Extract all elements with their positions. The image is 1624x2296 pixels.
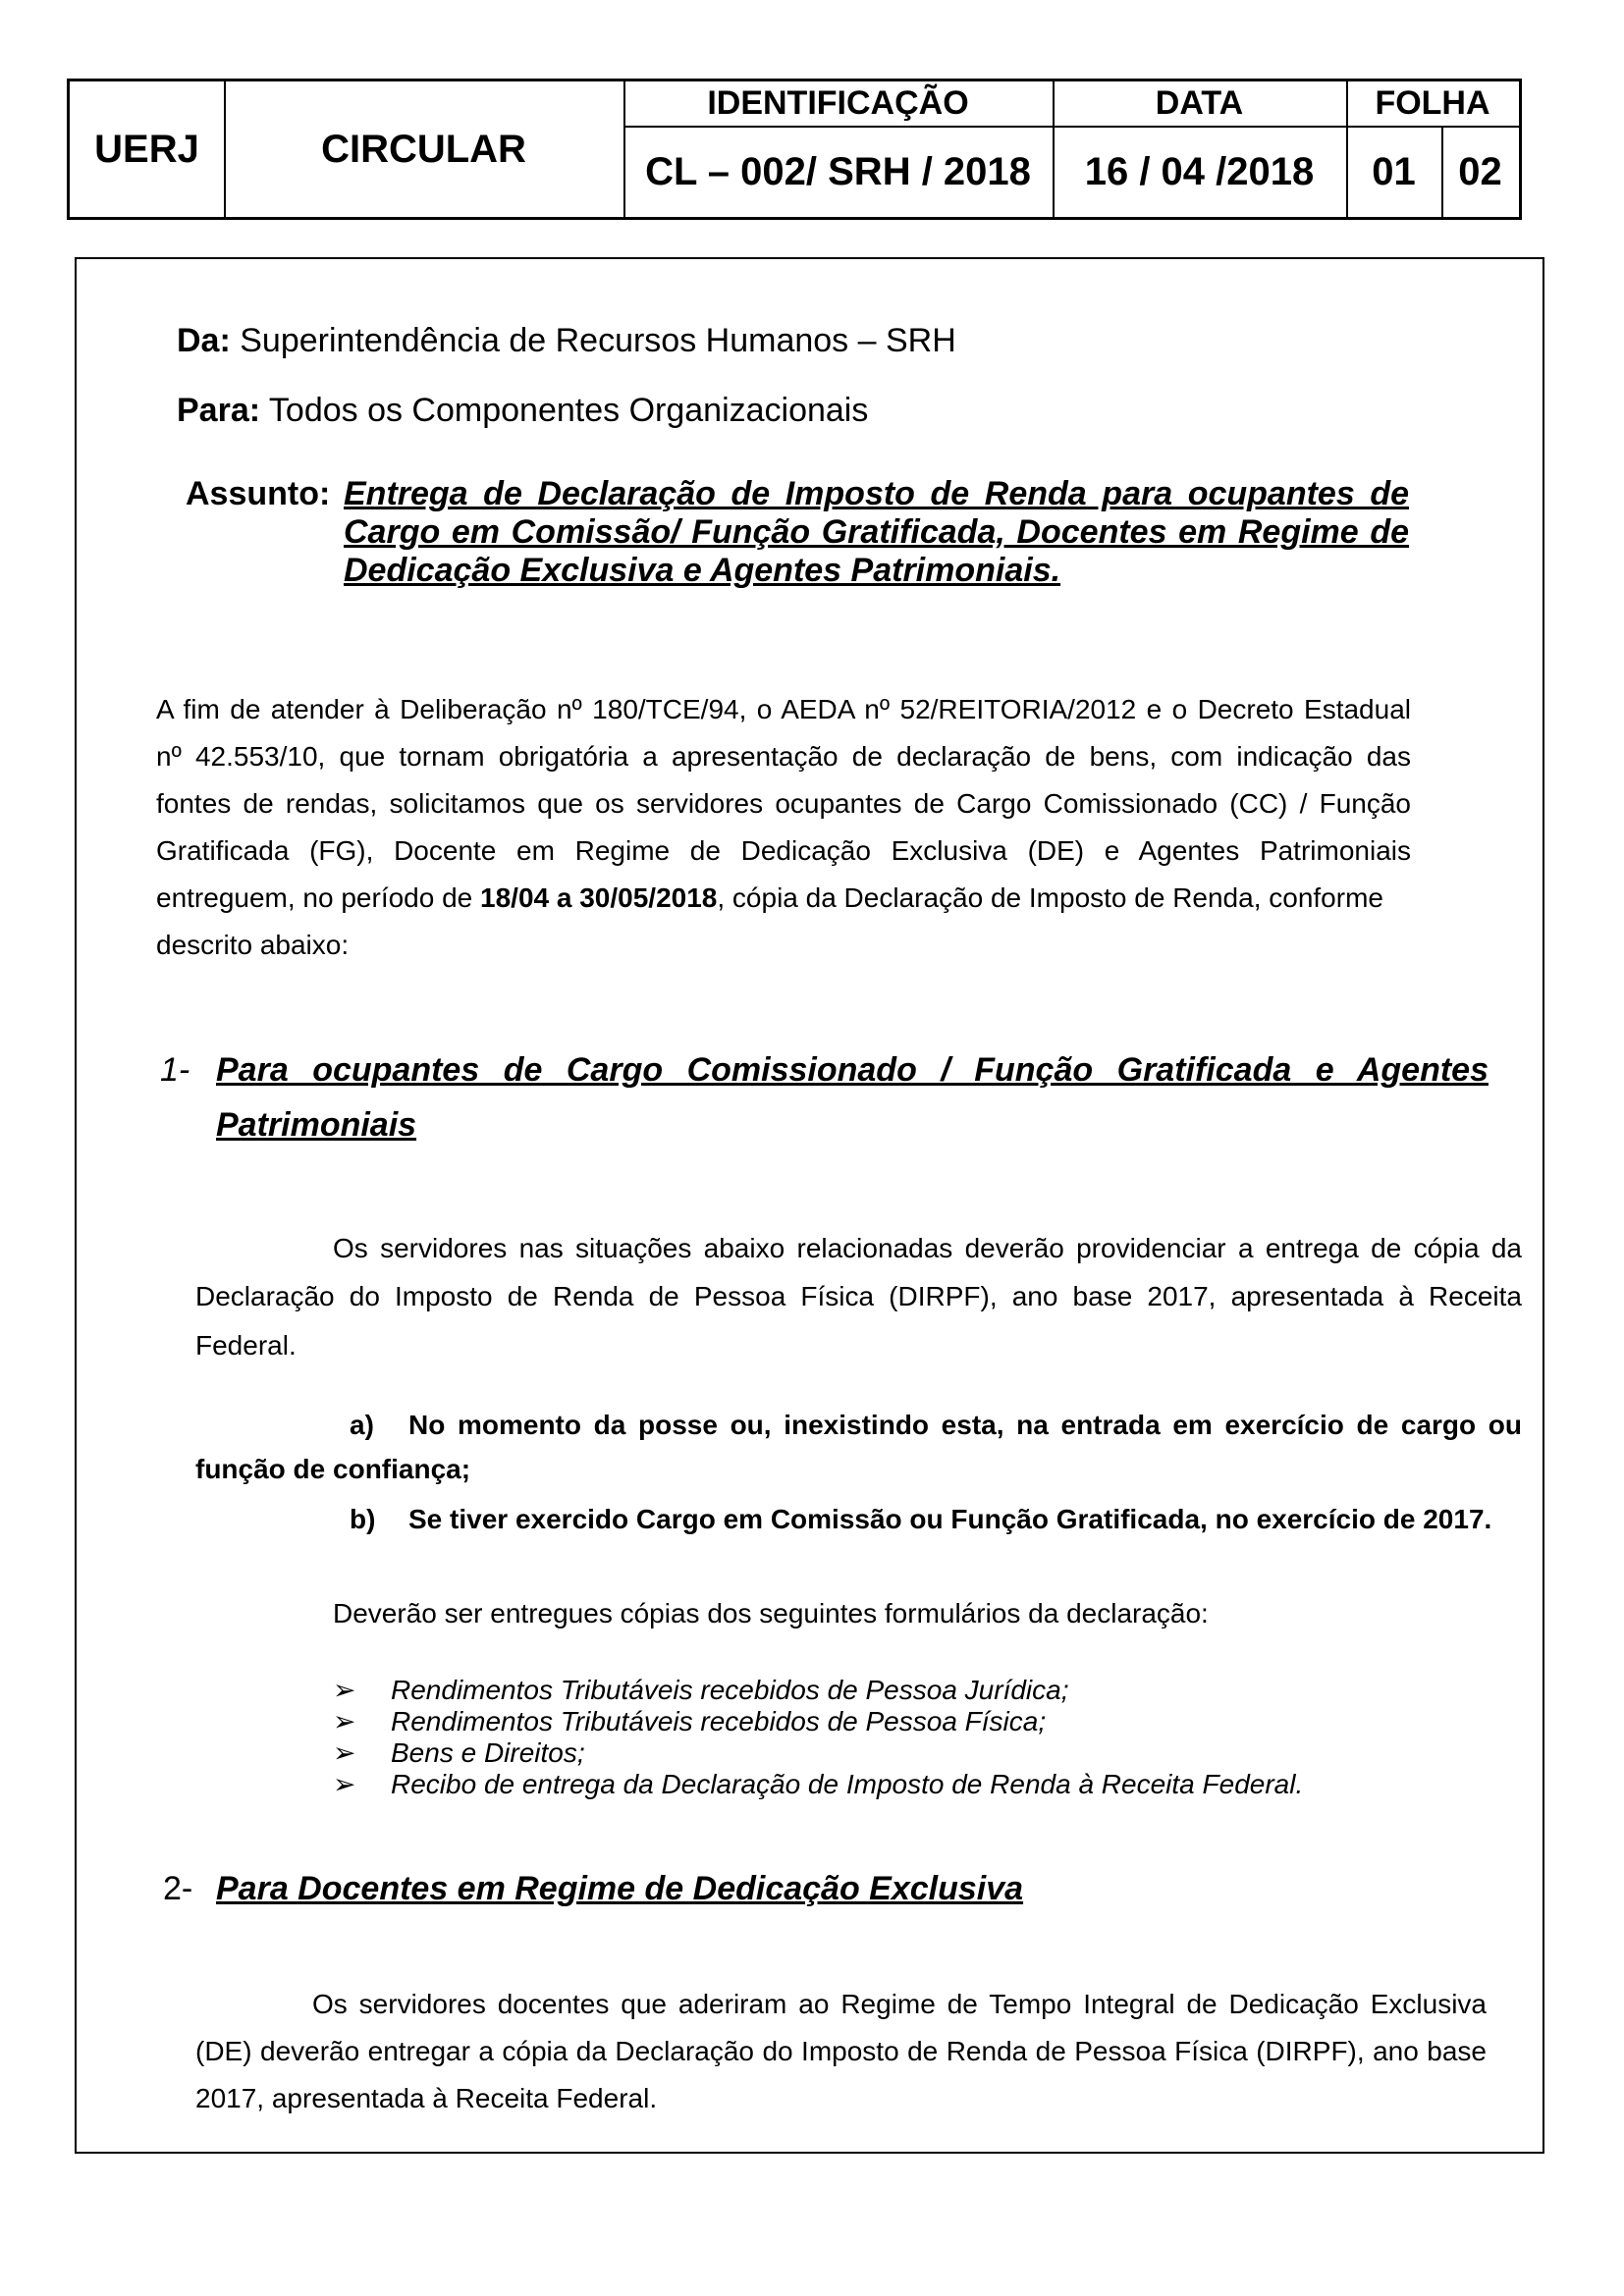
identificacao-label: IDENTIFICAÇÃO: [707, 84, 969, 122]
folha-total: 02: [1458, 150, 1502, 193]
section-2-number: 2-: [163, 1870, 193, 1907]
intro-line-4: Gratificada (FG), Docente em Regime de Dedicação Exclusiva (DE) e Agentes Patrimoniais: [156, 835, 1411, 866]
arrow-bullet-icon: ➢: [333, 1675, 356, 1705]
folha-label: FOLHA: [1375, 84, 1490, 122]
subject-line-1: Entrega de Declaração de Imposto de Renda para ocupantes de: [344, 475, 1409, 512]
intro-line-5: [156, 882, 1383, 914]
document-header-table: [67, 79, 1522, 220]
section-1-para-line-2: Declaração do Imposto de Renda de Pessoa Física (DIRPF), ano base 2017, apresentada à Receita: [195, 1281, 1522, 1311]
section-1-title-line-1: Para ocupantes de Cargo Comissionado / Função Gratificada e Agentes: [216, 1051, 1489, 1089]
section-2-para-line-2: (DE) deverão entregar a cópia da Declaração do Imposto de Renda de Pessoa Física (DIRPF), ano base: [195, 2036, 1487, 2066]
doc-type: CIRCULAR: [321, 127, 526, 171]
org-name: UERJ: [94, 127, 199, 171]
data-value: 16 / 04 /2018: [1084, 150, 1315, 193]
subject-line-3: Dedicação Exclusiva e Agentes Patrimoniais.: [344, 552, 1061, 589]
section-2-para-line-3: 2017, apresentada à Receita Federal.: [195, 2083, 658, 2113]
intro-line-5-pre: entreguem, no período de: [156, 882, 481, 913]
identificacao-value: CL – 002/ SRH / 2018: [645, 150, 1031, 193]
intro-line-1: A fim de atender à Deliberação nº 180/TCE/94, o AEDA nº 52/REITORIA/2012 e o Decreto Estadual: [156, 694, 1411, 724]
arrow-bullet-icon: ➢: [333, 1706, 356, 1736]
item-a-line-1: No momento da posse ou, inexistindo esta, na entrada em exercício de cargo ou: [408, 1410, 1522, 1440]
intro-line-6: descrito abaixo:: [156, 930, 350, 960]
forms-intro: Deverão ser entregues cópias dos seguintes formulários da declaração:: [333, 1598, 1209, 1629]
intro-line-3: fontes de rendas, solicitamos que os servidores ocupantes de Cargo Comissionado (CC) / Função: [156, 788, 1411, 819]
from-label: Da:: [177, 322, 231, 359]
intro-line-2: nº 42.553/10, que tornam obrigatória a apresentação de declaração de bens, com indicação das: [156, 741, 1411, 772]
folha-page: 01: [1372, 150, 1416, 193]
intro-period: 18/04 a 30/05/2018: [480, 882, 718, 913]
section-1-title-line-2: Patrimoniais: [216, 1106, 417, 1144]
to-value: Todos os Componentes Organizacionais: [268, 392, 869, 429]
data-label: DATA: [1155, 84, 1244, 122]
arrow-bullet-icon: ➢: [333, 1769, 356, 1799]
form-item-3: Bens e Direitos;: [391, 1737, 585, 1768]
form-item-4: Recibo de entrega da Declaração de Imposto de Renda à Receita Federal.: [391, 1769, 1304, 1799]
section-2-para-line-1: Os servidores docentes que aderiram ao Regime de Tempo Integral de Dedicação Exclusiva: [312, 1989, 1487, 2019]
from-line: [177, 322, 956, 359]
section-1-para-line-3: Federal.: [195, 1330, 297, 1361]
form-item-1: Rendimentos Tributáveis recebidos de Pessoa Jurídica;: [391, 1675, 1069, 1705]
to-label: Para:: [177, 392, 261, 429]
from-value: Superintendência de Recursos Humanos – SRH: [240, 322, 956, 359]
section-1-para-line-1: Os servidores nas situações abaixo relacionadas deverão providenciar a entrega de cópia da: [333, 1233, 1522, 1263]
intro-line-5-post: , cópia da Declaração de Imposto de Renda, conforme: [717, 882, 1383, 913]
section-2-title: Para Docentes em Regime de Dedicação Exclusiva: [216, 1870, 1024, 1907]
item-b-label: b): [350, 1504, 376, 1534]
form-item-2: Rendimentos Tributáveis recebidos de Pessoa Física;: [391, 1706, 1047, 1736]
subject-label: Assunto:: [186, 475, 331, 512]
arrow-bullet-icon: ➢: [333, 1737, 356, 1768]
item-b-text: Se tiver exercido Cargo em Comissão ou Função Gratificada, no exercício de 2017.: [408, 1504, 1492, 1534]
item-a-line-2: função de confiança;: [195, 1454, 471, 1484]
subject-line-2: Cargo em Comissão/ Função Gratificada, Docentes em Regime de: [344, 513, 1409, 551]
item-a-label: a): [350, 1410, 374, 1440]
to-line: [177, 392, 868, 429]
section-1-number: 1-: [160, 1051, 190, 1089]
